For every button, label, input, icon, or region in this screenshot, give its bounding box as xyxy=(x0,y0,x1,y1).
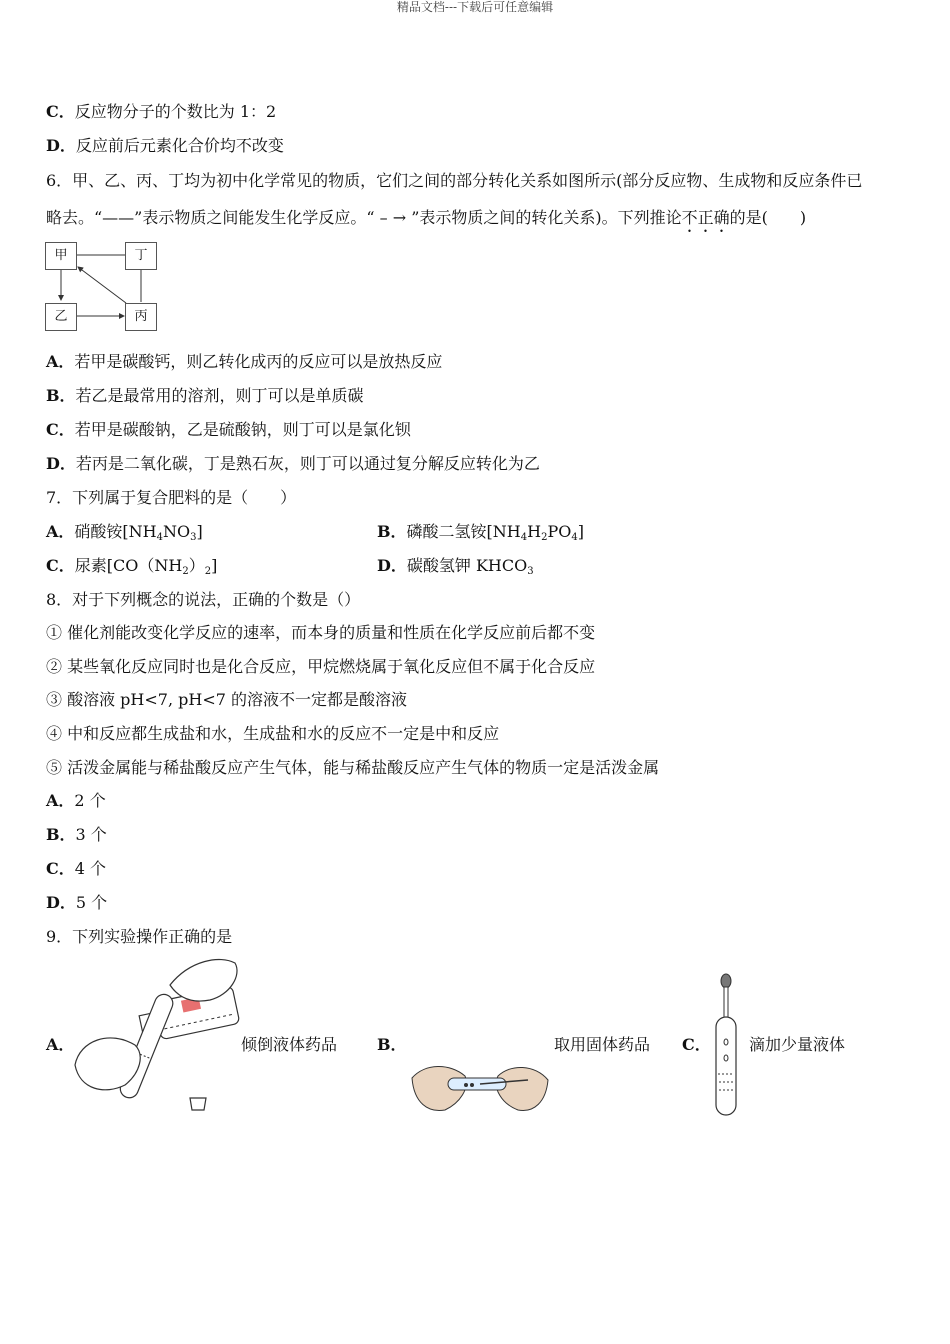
option-text: 反应物分子的个数比为 1：2 xyxy=(74,102,277,121)
option-label: A． xyxy=(46,352,75,371)
q9-option-b-label: B． xyxy=(377,1035,407,1054)
page-header: 精品文档---下载后可任意编辑 xyxy=(396,0,554,14)
option-text: 若甲是碳酸钙，则乙转化成丙的反应可以是放热反应 xyxy=(74,352,443,371)
q5-option-c xyxy=(46,101,276,123)
option-label: D． xyxy=(46,136,76,155)
q7-stem: 7．下列属于复合肥料的是（ ） xyxy=(46,488,297,507)
option-text: 尿素[CO（NH xyxy=(74,556,183,575)
q6-stem-line2 xyxy=(46,207,806,236)
option-label: C． xyxy=(46,420,75,439)
q7-option-d: D．碳酸氢钾 $KHCO_3$ xyxy=(377,556,534,577)
option-text: 2 个 xyxy=(74,791,106,810)
q8-statement-3: ③ 酸溶液 pH<7, pH<7 的溶液不一定都是酸溶液 xyxy=(46,690,407,709)
q8-option-a xyxy=(46,790,106,812)
q6-stem-part-b: 的是( ) xyxy=(729,208,807,227)
option-text: 若乙是最常用的溶剂，则丁可以是单质碳 xyxy=(75,386,364,405)
q9-option-b-caption: 取用固体药品 xyxy=(554,1035,651,1054)
option-text: 4 个 xyxy=(74,859,107,878)
node-yi: 乙 xyxy=(45,303,77,331)
q9-stem: 9．下列实验操作正确的是 xyxy=(46,927,233,946)
option-label: B． xyxy=(46,386,76,405)
q9-option-a-caption: 倾倒液体药品 xyxy=(241,1035,338,1054)
option-label: A． xyxy=(46,791,75,810)
option-text: 5 个 xyxy=(75,893,108,912)
q5-option-d xyxy=(46,135,284,157)
option-text: 若丙是二氧化碳，丁是熟石灰，则丁可以通过复分解反应转化为乙 xyxy=(75,454,540,473)
q6-stem-line1: 6．甲、乙、丙、丁均为初中化学常见的物质，它们之间的部分转化关系如图所示(部分反应物、生成物和反应条件已 xyxy=(46,171,863,190)
q8-option-c xyxy=(46,858,106,880)
q8-option-b xyxy=(46,824,107,846)
option-label: D． xyxy=(46,454,76,473)
q6-stem-emphasis: 不正确 xyxy=(681,208,730,227)
option-text: 碳酸氢钾 KHCO xyxy=(406,556,528,575)
option-text: 硝酸铵[NH xyxy=(74,522,157,541)
option-label: C． xyxy=(46,556,75,575)
q6-relation-diagram xyxy=(44,240,156,332)
option-label: D． xyxy=(46,893,76,912)
option-label: A． xyxy=(46,522,75,541)
node-bing: 丙 xyxy=(125,303,157,331)
q7-option-c: C．尿素$[CO(NH_2)_2]$ xyxy=(46,556,218,577)
option-text: 若甲是碳酸钠，乙是硫酸钠，则丁可以是氯化钡 xyxy=(74,420,411,439)
q6-option-c xyxy=(46,419,411,441)
q7-option-b: B．磷酸二氢铵$[NH_4H_2PO_4]$ xyxy=(377,522,584,543)
option-label: C． xyxy=(46,102,75,121)
q8-option-d xyxy=(46,892,107,914)
q6-stem-part-a: 略去。“——”表示物质之间能发生化学反应。“ – → ”表示物质之间的转化关系)。下列推论 xyxy=(46,208,682,227)
q9-option-c-label: C． xyxy=(682,1035,711,1054)
q8-statement-5: ⑤ 活泼金属能与稀盐酸反应产生气体，能与稀盐酸反应产生气体的物质一定是活泼金属 xyxy=(46,758,660,777)
option-label: C． xyxy=(46,859,75,878)
q6-option-b xyxy=(46,385,364,407)
node-ding: 丁 xyxy=(125,242,157,270)
taking-solid-illustration xyxy=(410,1058,550,1116)
q7-option-a: A．硝酸铵$[NH_4NO_3]$ xyxy=(46,522,203,543)
q8-statement-4: ④ 中和反应都生成盐和水，生成盐和水的反应不一定是中和反应 xyxy=(46,724,500,743)
option-text: 磷酸二氢铵[NH xyxy=(406,522,521,541)
q9-option-c-caption: 滴加少量液体 xyxy=(749,1035,846,1054)
q8-statement-2: ② 某些氧化反应同时也是化合反应，甲烷燃烧属于氧化反应但不属于化合反应 xyxy=(46,657,596,676)
arrow-bing-jia xyxy=(78,267,126,303)
q6-option-d xyxy=(46,453,540,475)
option-text: 反应前后元素化合价均不改变 xyxy=(75,136,284,155)
q9-option-a-label: A． xyxy=(46,1035,75,1054)
option-label: D． xyxy=(377,556,407,575)
option-label: B． xyxy=(377,522,407,541)
q6-option-a xyxy=(46,351,442,373)
option-text: 3 个 xyxy=(75,825,107,844)
dropper-illustration xyxy=(710,972,742,1120)
pouring-liquid-illustration xyxy=(70,955,245,1120)
q8-stem: 8．对于下列概念的说法，正确的个数是（） xyxy=(46,590,361,609)
q8-statement-1: ① 催化剂能改变化学反应的速率，而本身的质量和性质在化学反应前后都不变 xyxy=(46,623,596,642)
option-label: B． xyxy=(46,825,76,844)
node-jia: 甲 xyxy=(45,242,77,270)
